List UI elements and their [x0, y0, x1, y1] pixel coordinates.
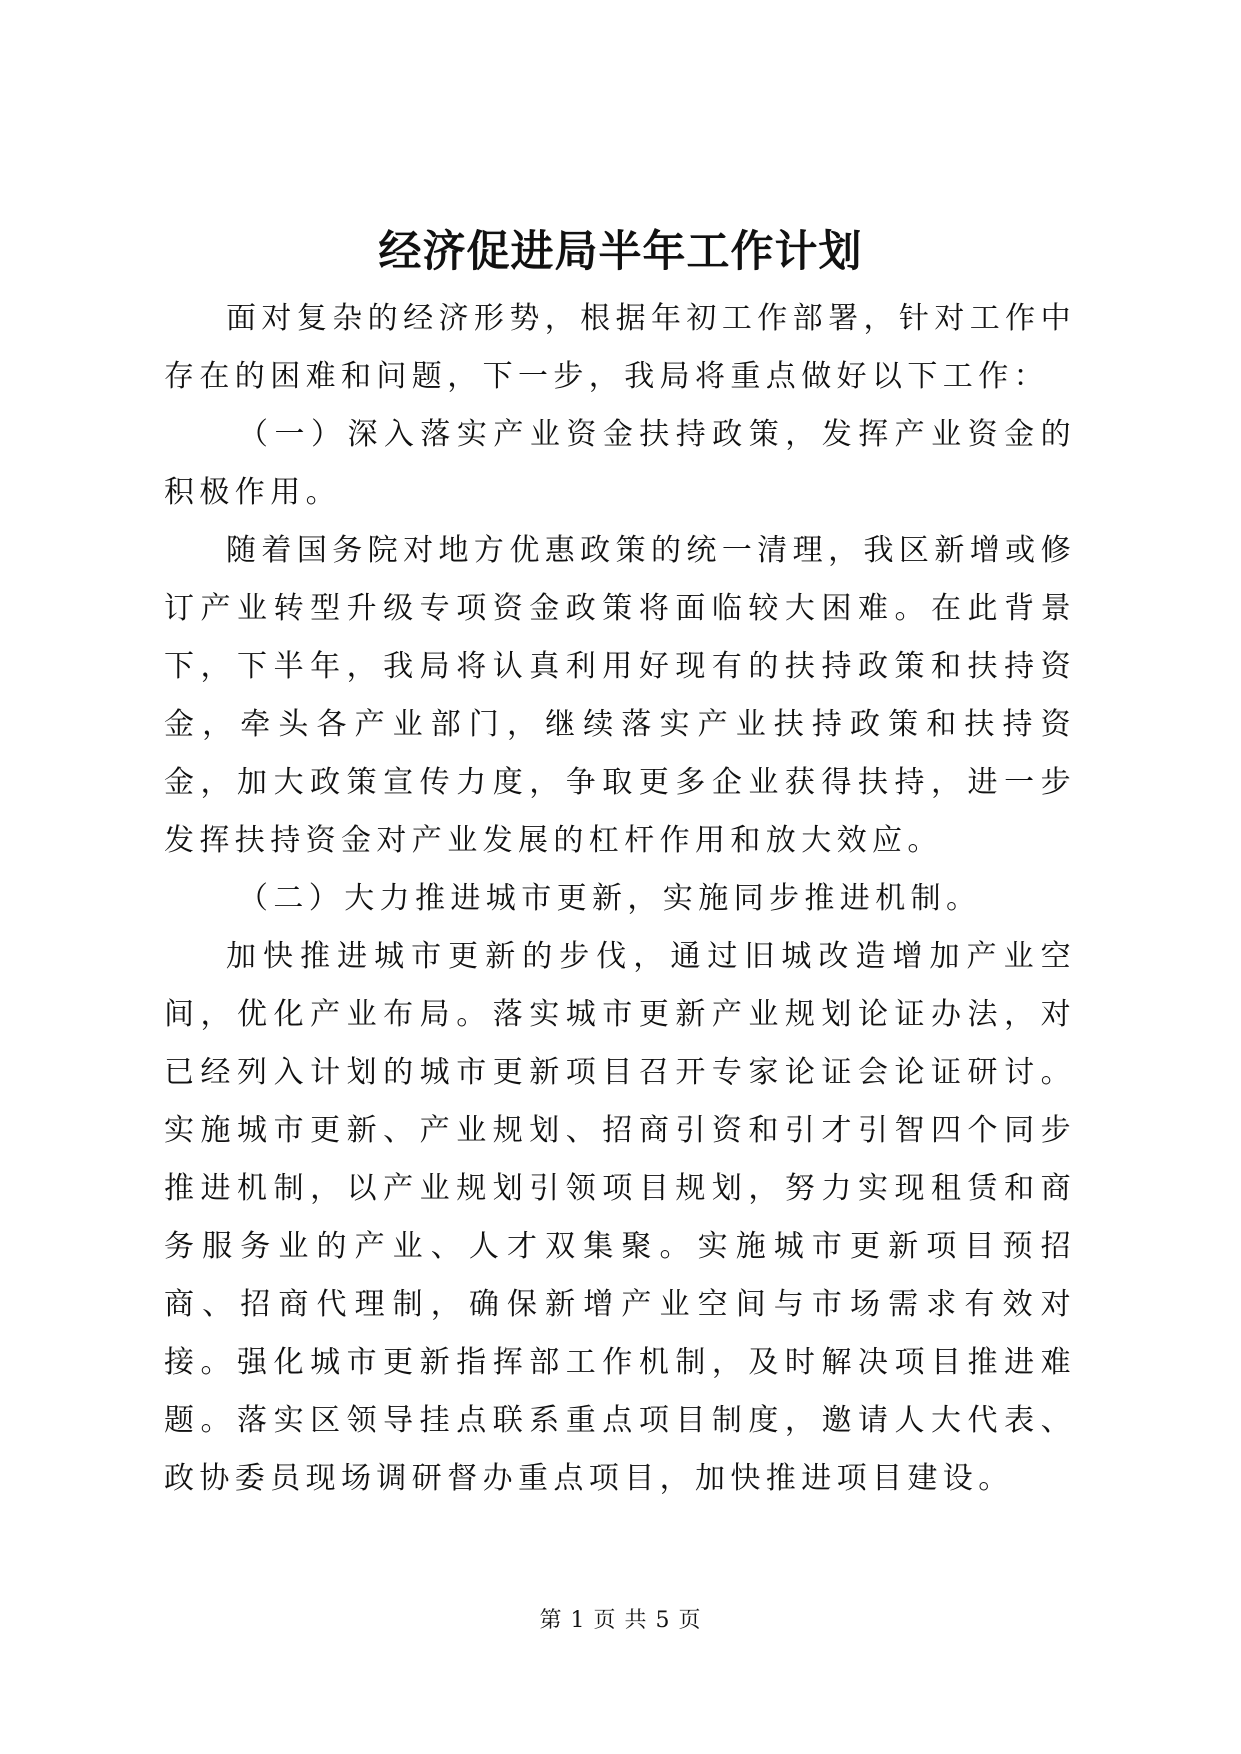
intro-paragraph: 面对复杂的经济形势，根据年初工作部署，针对工作中存在的困难和问题，下一步，我局将重点做好以下工作：	[164, 301, 1076, 394]
document-body	[164, 290, 1076, 1508]
section-1-paragraph: 随着国务院对地方优惠政策的统一清理，我区新增或修订产业转型升级专项资金政策将面临较大困难。在此背景下，下半年，我局将认真利用好现有的扶持政策和扶持资金，牵头各产业部门，继续落实产业扶持政策和扶持资金，加大政策宣传力度，争取更多企业获得扶持，进一步发挥扶持资金对产业发展的杠杆作用和放大效应。	[164, 533, 1076, 858]
section-heading-2: （二）大力推进城市更新，实施同步推进机制。	[238, 881, 982, 916]
page-number-footer: 第 1 页 共 5 页	[539, 1608, 702, 1633]
section-heading-1: （一）深入落实产业资金扶持政策，发挥产业资金的积极作用。	[164, 417, 1076, 510]
section-2-paragraph: 加快推进城市更新的步伐，通过旧城改造增加产业空间，优化产业布局。落实城市更新产业规划论证办法，对已经列入计划的城市更新项目召开专家论证会论证研讨。实施城市更新、产业规划、招商引资和引才引智四个同步推进机制，以产业规划引领项目规划，努力实现租赁和商务服务业的产业、人才双集聚。实施城市更新项目预招商、招商代理制，确保新增产业空间与市场需求有效对接。强化城市更新指挥部工作机制，及时解决项目推进难题。落实区领导挂点联系重点项目制度，邀请人大代表、政协委员现场调研督办重点项目，加快推进项目建设。	[164, 939, 1076, 1496]
document-title: 经济促进局半年工作计划	[378, 227, 863, 277]
